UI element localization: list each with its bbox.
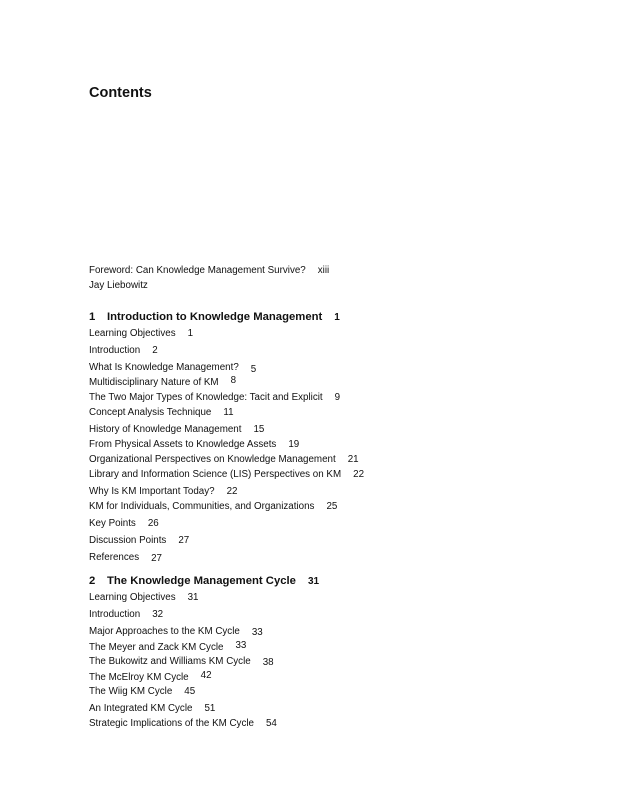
toc-entry[interactable] bbox=[89, 535, 189, 547]
page-number: 31 bbox=[307, 576, 320, 587]
toc-entry-title: Multidisciplinary Nature of KM bbox=[89, 377, 219, 388]
toc-entry[interactable] bbox=[89, 439, 299, 451]
toc-entry-title: The Bukowitz and Williams KM Cycle bbox=[89, 656, 251, 667]
toc-entry-title: An Integrated KM Cycle bbox=[89, 703, 193, 714]
toc-entry[interactable] bbox=[89, 686, 195, 698]
chapter-title: Introduction to Knowledge Management bbox=[107, 311, 323, 323]
toc-entry-title: From Physical Assets to Knowledge Assets bbox=[89, 439, 277, 450]
toc-entry[interactable] bbox=[89, 486, 238, 498]
toc-entry[interactable] bbox=[89, 672, 212, 684]
toc-entry-title: Learning Objectives bbox=[89, 328, 176, 339]
toc-entry[interactable] bbox=[89, 552, 162, 564]
toc-entry[interactable] bbox=[89, 407, 234, 419]
toc-entry-title: Why Is KM Important Today? bbox=[89, 486, 215, 497]
foreword-author: Jay Liebowitz bbox=[89, 280, 148, 291]
toc-entry-title: History of Knowledge Management bbox=[89, 424, 242, 435]
page-number: 33 bbox=[235, 640, 247, 651]
page-number: xiii bbox=[317, 265, 330, 276]
toc-entry[interactable] bbox=[89, 362, 256, 374]
toc-entry[interactable] bbox=[89, 718, 277, 730]
chapter-heading[interactable] bbox=[89, 574, 319, 589]
page-number: 22 bbox=[353, 469, 365, 480]
page-number: 32 bbox=[152, 609, 164, 620]
page-number: 26 bbox=[147, 518, 159, 529]
toc-entry-title: Key Points bbox=[89, 518, 136, 529]
page-number: 45 bbox=[184, 686, 196, 697]
toc-entry[interactable] bbox=[89, 642, 246, 654]
page-number: 15 bbox=[253, 424, 265, 435]
page-title: Contents bbox=[89, 85, 152, 101]
toc-entry-title: What Is Knowledge Management? bbox=[89, 362, 239, 373]
page-number: 11 bbox=[223, 407, 234, 418]
page-number: 54 bbox=[265, 718, 277, 729]
toc-entry-title: The McElroy KM Cycle bbox=[89, 672, 189, 683]
toc-entry[interactable] bbox=[89, 328, 193, 340]
toc-entry-title: Concept Analysis Technique bbox=[89, 407, 212, 418]
chapter-number: 1 bbox=[89, 311, 96, 323]
toc-entry-title: Library and Information Science (LIS) Perspectives on KM bbox=[89, 469, 342, 480]
toc-entry-title: Learning Objectives bbox=[89, 592, 176, 603]
toc-entry[interactable] bbox=[89, 656, 274, 668]
toc-entry[interactable] bbox=[89, 609, 163, 621]
toc-entry-title: Strategic Implications of the KM Cycle bbox=[89, 718, 254, 729]
toc-entry[interactable] bbox=[89, 592, 199, 604]
page-number: 1 bbox=[334, 312, 340, 323]
toc-entry-title: Introduction bbox=[89, 609, 141, 620]
toc-entry-title: The Wiig KM Cycle bbox=[89, 686, 173, 697]
toc-entry[interactable] bbox=[89, 392, 340, 404]
page-number: 21 bbox=[347, 454, 359, 465]
page-number: 8 bbox=[230, 375, 237, 386]
page-number: 5 bbox=[250, 364, 257, 375]
toc-entry[interactable] bbox=[89, 703, 215, 715]
chapter-number: 2 bbox=[89, 575, 96, 587]
page-number: 9 bbox=[334, 392, 341, 403]
page-number: 19 bbox=[288, 439, 300, 450]
toc-entry[interactable] bbox=[89, 377, 236, 389]
page-number: 33 bbox=[251, 627, 263, 638]
toc-entry-title: Organizational Perspectives on Knowledge Management bbox=[89, 454, 336, 465]
toc-entry-title: Introduction bbox=[89, 345, 141, 356]
toc-entry[interactable] bbox=[89, 454, 359, 466]
page-number: 51 bbox=[204, 703, 216, 714]
toc-entry[interactable] bbox=[89, 501, 337, 513]
toc-entry-title: The Meyer and Zack KM Cycle bbox=[89, 642, 224, 653]
toc-entry[interactable] bbox=[89, 424, 264, 436]
foreword-entry[interactable] bbox=[89, 265, 329, 277]
page-number: 27 bbox=[151, 553, 163, 564]
chapter-title: The Knowledge Management Cycle bbox=[107, 575, 296, 587]
toc-entry-title: References bbox=[89, 552, 140, 563]
page-number: 38 bbox=[262, 657, 274, 668]
toc-entry-title: Discussion Points bbox=[89, 535, 167, 546]
toc-entry-title: The Two Major Types of Knowledge: Tacit and Explicit bbox=[89, 392, 323, 403]
page-number: 42 bbox=[200, 670, 212, 681]
foreword-title: Foreword: Can Knowledge Management Survive? bbox=[89, 265, 306, 276]
page-number: 1 bbox=[187, 328, 194, 339]
page-number: 22 bbox=[226, 486, 238, 497]
page-number: 25 bbox=[326, 501, 338, 512]
toc-entry-title: KM for Individuals, Communities, and Organizations bbox=[89, 501, 315, 512]
toc-entry[interactable] bbox=[89, 626, 263, 638]
toc-entry[interactable] bbox=[89, 518, 159, 530]
chapter-heading[interactable] bbox=[89, 310, 340, 325]
page-number: 27 bbox=[178, 535, 190, 546]
page-number: 2 bbox=[152, 345, 158, 356]
page-number: 31 bbox=[187, 592, 199, 603]
toc-entry-title: Major Approaches to the KM Cycle bbox=[89, 626, 240, 637]
toc-entry[interactable] bbox=[89, 469, 364, 481]
toc-entry[interactable] bbox=[89, 345, 158, 357]
